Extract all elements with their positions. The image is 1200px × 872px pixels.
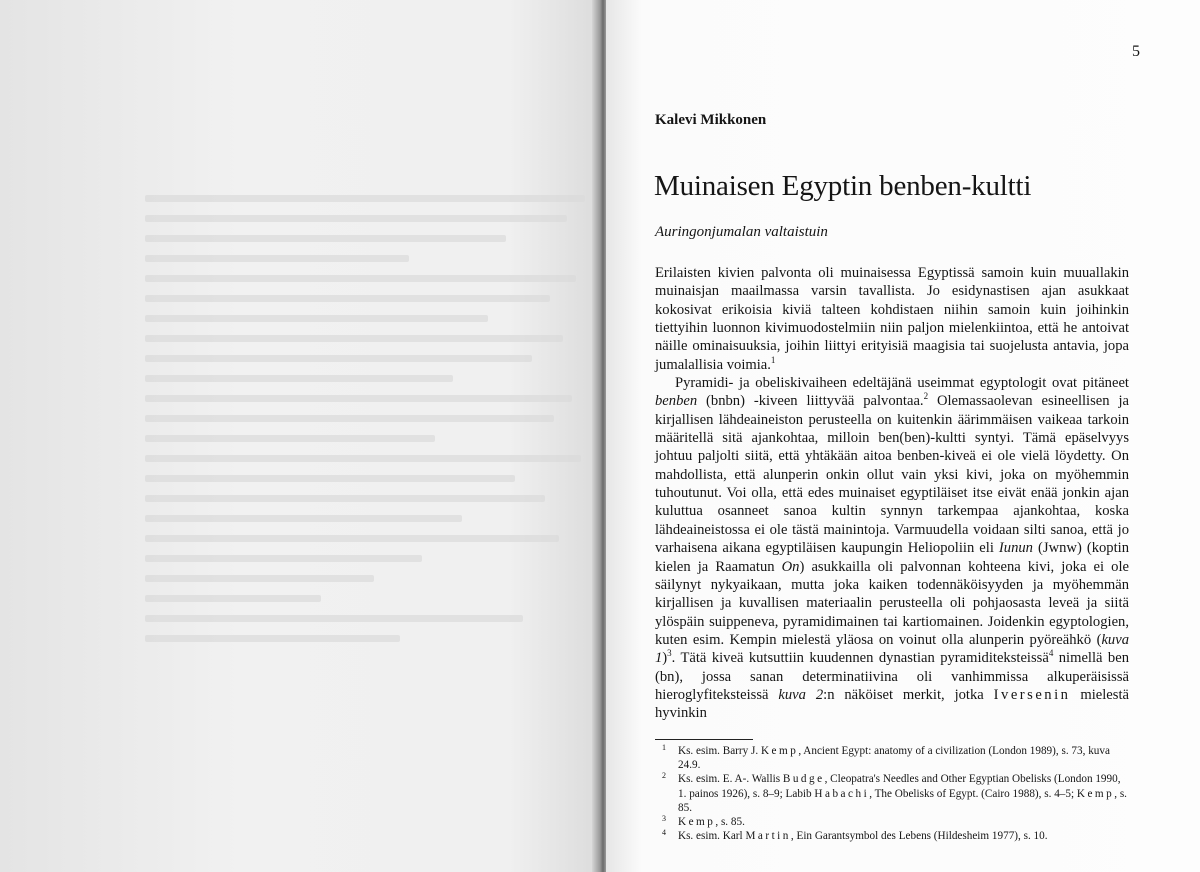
body-text bbox=[655, 264, 1129, 723]
footnote-2: 2 Ks. esim. E. A-. Wallis Budge, Cleopatra's Needles and Other Egyptian Obelisks (London 1990, 1. painos 1926), s. 8–9; Labib Habachi, The Obelisks of Egypt. (Cairo 1988), s. 4–5; Kemp, s. 85. bbox=[662, 771, 1127, 814]
footnotes bbox=[662, 744, 1128, 843]
paragraph-2: Pyramidi- ja obeliskivaiheen edeltäjänä useimmat egyptologit ovat pitäneet benben (bnbn) -kiveen liittyvää palvontaa.$^2$ Olemassaolevan esineellisen ja kirjallisen lähdeaineiston perusteella on kuitenkin äärimmäisen vaikeaa tarkoin määritellä sitä ajankohtaa, milloin ben(ben)-kultti syntyi. Tämä epäselvyys johtuu paljolti siitä, että yhtäkään aitoa benben-kiveä ei ole vielä löydetty. On mahdollista, että alunperin onkin ollut vain yksi kivi, joka on myöhemmin tuhoutunut. Voi olla, että edes muinaiset egyptiläiset itse eivät enää jonkin ajan kuluttua osanneet sanoa kultin synnyn tarkempaa ajankohtaa, koska lähdeaineistossa ei ole tästä mainintoja. Varmuudella voidaan silti sanoa, että jo varhaisena aikana egyptiläisen kaupungin Heliopoliin eli Iunun (Jwnw) (koptin kielen ja Raamatun On) asukkailla oli palvonnan kohteena kivi, joka ei ole säilynyt nykyaikaan, mutta joka kaiken todennäköisyyden ja myöhemmän kirjallisen ja kuvallisen materiaalin perusteella oli pohjaosasta leveä ja siitä ylöspäin suippeneva, pyramidimainen tai kartiomainen. Joidenkin egyptologien, kuten esim. Kempin mielestä yläosa on voinut olla alunperin pyöreähkö (kuva 1)$^3$. Tätä kiveä kutsuttiin kuudennen dynastian pyramiditeksteissä$^4$ nimellä ben (bn), jossa sanan determinatiivina oli vanhimmissa alkuperäisissä hieroglyfiteksteissä kuva 2:n näköiset merkit, jotka Iversenin mielestä hyvinkin bbox=[655, 375, 1130, 722]
footnote-4: 4 Ks. esim. Karl Martin, Ein Garantsymbol des Lebens (Hildesheim 1977), s. 10. bbox=[662, 828, 1048, 843]
article-title: Muinaisen Egyptin benben-kultti bbox=[654, 170, 1032, 202]
footnote-ref-3: 3 bbox=[667, 648, 672, 659]
footnote-ref-4: 4 bbox=[1048, 648, 1054, 659]
page-number: 5 bbox=[1132, 43, 1140, 60]
section-subtitle: Auringonjumalan valtaistuin bbox=[655, 224, 828, 240]
footnote-ref-1: 1 bbox=[770, 354, 776, 365]
footnote-1: 1 Ks. esim. Barry J. Kemp, Ancient Egypt: anatomy of a civilization (London 1989), s. 73, kuva 24.9. bbox=[662, 743, 1110, 772]
footnote-divider bbox=[655, 739, 753, 740]
left-page bbox=[0, 0, 598, 872]
footnote-3: 3 Kemp, s. 85. bbox=[662, 814, 745, 829]
footnote-ref-2: 2 bbox=[923, 391, 929, 402]
paragraph-1: Erilaisten kivien palvonta oli muinaisessa Egyptissä samoin kuin muuallakin muinaisjan maailmassa varsin tavallista. Jo esidynastisen ajan asukkaat kokosivat erikoisia kiviä talteen kohdistaen niihin samoin kuin joihinkin tiettyihin luonnon kivimuodostelmiin niin paljon mielenkiintoa, että he antoivat näille ominaisuuksia, joihin liittyi erityisiä maagisia tai suojelusta antavia, jopa jumalallisia voimia.$^1$ bbox=[655, 265, 1129, 373]
bleed-through-text bbox=[145, 195, 585, 655]
author-name: Kalevi Mikkonen bbox=[655, 112, 767, 128]
